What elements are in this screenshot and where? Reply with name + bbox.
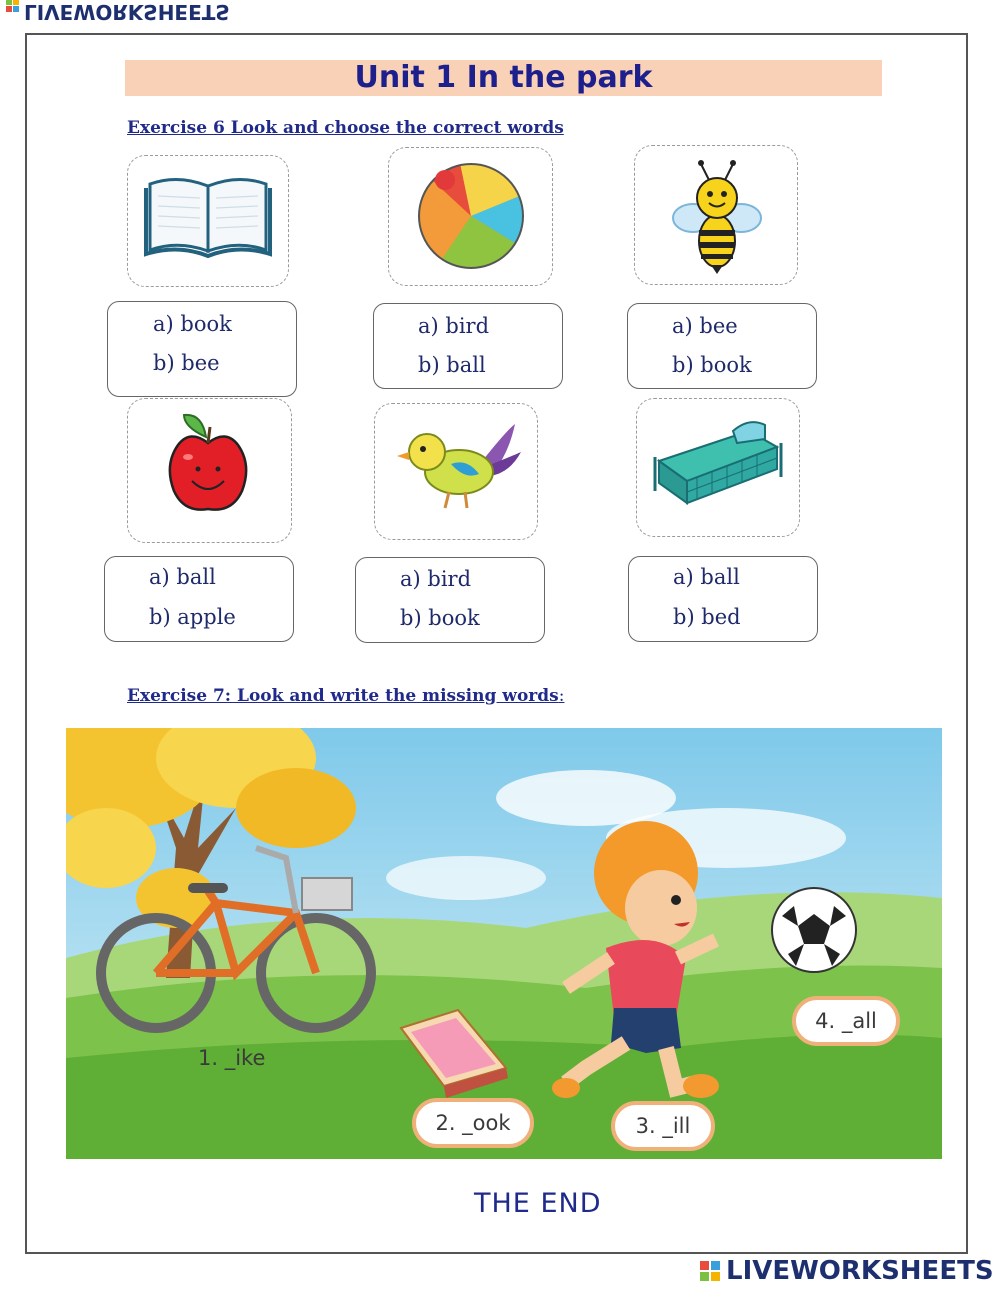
book-picture [127, 155, 289, 287]
options-ball [373, 303, 563, 389]
exercise6-heading: Exercise 6 Look and choose the correct words [127, 118, 564, 138]
page-title: Unit 1 In the park [354, 60, 653, 95]
bottom-brand-logo [700, 1256, 994, 1286]
title-bar [125, 60, 882, 96]
option-a[interactable]: a) bird [400, 567, 472, 591]
bee-picture [634, 145, 798, 285]
bird-icon [375, 404, 537, 539]
option-a[interactable]: a) bird [418, 314, 490, 338]
option-b[interactable]: b) book [672, 353, 752, 377]
apple-icon [128, 399, 291, 542]
book-icon [128, 156, 288, 286]
ball-icon [389, 148, 552, 285]
the-end-text: THE END [474, 1188, 602, 1219]
missing-word-2[interactable]: 2. _ook [412, 1098, 534, 1148]
liveworksheets-cube-icon [700, 1258, 720, 1278]
park-illustration [66, 728, 942, 1159]
option-a[interactable]: a) book [153, 312, 232, 336]
liveworksheets-cube-icon [6, 4, 20, 18]
option-b[interactable]: b) apple [149, 605, 236, 629]
soccer-ball-icon [772, 888, 856, 972]
apple-picture [127, 398, 292, 543]
options-bird [355, 557, 545, 643]
options-bee [627, 303, 817, 389]
bee-icon [635, 146, 797, 284]
missing-word-1[interactable]: 1. _ike [198, 1046, 266, 1070]
options-bed [628, 556, 818, 642]
options-book [107, 301, 297, 397]
option-b[interactable]: b) bed [673, 605, 741, 629]
bed-picture [636, 398, 800, 537]
option-b[interactable]: b) bee [153, 351, 220, 375]
option-a[interactable]: a) ball [149, 565, 216, 589]
options-apple [104, 556, 294, 642]
park-scene [66, 728, 942, 1159]
ball-picture [388, 147, 553, 286]
bird-picture [374, 403, 538, 540]
bottom-brand-text: LIVEWORKSHEETS [726, 1256, 994, 1286]
top-brand-text: LIVEWORKSHEETS [24, 0, 230, 24]
option-b[interactable]: b) book [400, 606, 480, 630]
top-brand-logo [6, 0, 230, 24]
exercise7-heading: Exercise 7: Look and write the missing words: [127, 686, 565, 706]
missing-word-3[interactable]: 3. _ill [611, 1101, 715, 1151]
option-a[interactable]: a) ball [673, 565, 740, 589]
missing-word-4[interactable]: 4. _all [792, 996, 900, 1046]
bed-icon [637, 399, 799, 536]
option-b[interactable]: b) ball [418, 353, 486, 377]
option-a[interactable]: a) bee [672, 314, 738, 338]
